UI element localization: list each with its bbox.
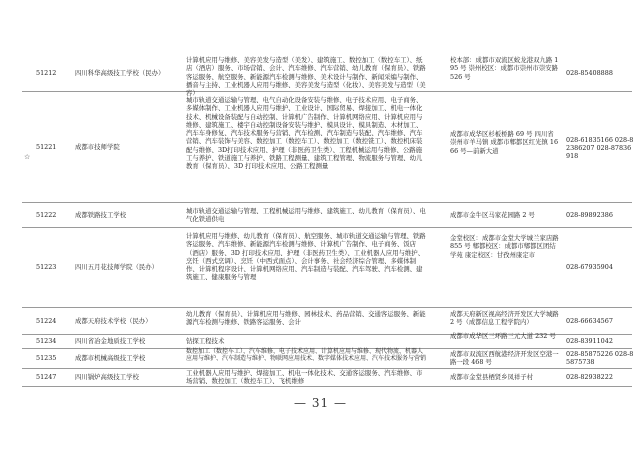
school-phone: 028-89892386	[566, 210, 613, 219]
school-address: 成都天府新区视高经济开发区大学城路 2 号（成都信息工程学院内）	[450, 310, 559, 327]
table-rule	[22, 386, 632, 387]
star-marker: ☆	[24, 153, 31, 161]
school-phone: 028-85875226 028-85875738	[566, 350, 634, 367]
school-address: 成都市双流区西航港经济开发区空港一路一段 468 号	[450, 350, 559, 367]
school-majors: 幼儿教育（保育员）、计算机应用与维修、园林技术、药品营销、交通客运服务、新能源汽车检测与维修、铁路客运服务、会计	[186, 310, 426, 327]
school-code: 51234	[36, 337, 57, 346]
school-address: 成都市金牛区马家花园路 2 号	[450, 210, 535, 219]
school-address: 金堂校区：成都市金堂大学城兰家店路 855 号 郫都校区：成都市郫都区团结学苑 康定校区：甘孜州康定市	[450, 234, 559, 259]
school-majors: 计算机应用与维修、幼儿教育（保育员）、航空服务、城市轨道交通运输与管理、铁路客运服务、汽车维修、新能源汽车检测与维修、计算机广告制作、电子商务、饭店（酒店）服务、3D 打印技术应用、护理（非医药卫生类）、工业机器人应用与维护、烹饪（西式烹调）、烹饪（中西式面点）、会计事务、社会经济综合管理、多媒体制作、计算机程序设计、计算机网络应用、汽车制造与装配、汽车驾驶、汽车检测、建筑施工、健康服务与管理	[186, 232, 426, 282]
school-majors: 工业机器人应用与维护、焊接加工、机电一体化技术、交通客运服务、汽车维修、市场营销、数控加工（数控车工）、飞机维修	[186, 369, 423, 386]
school-majors: 计算机应用与维修、美容美发与造型（美发）、建筑施工、数控加工（数控车工）、纸店（酒店）服务、市场营销、会计、汽车维修、汽车营销、幼儿教育（保育员）、铁路客运服务、航空服务、新能源汽车检测与维修、美术设计与制作、新闻采编与制作、播音与主持、工业机器人应用与维修、美容美发与造型（化妆）、美容美发与造型（美容）	[186, 56, 426, 98]
school-majors: 城市轨道交通运输与管理、工程机械运用与维修、建筑施工、幼儿教育（保育员）、电气化铁道供电	[186, 207, 426, 224]
school-name: 四川锅炉高级技工学校	[75, 373, 139, 382]
school-name: 成都铁路技工学校	[75, 210, 127, 219]
school-phone: 028-66634567	[566, 316, 613, 325]
school-address: 校本部：成都市双流区蛟龙港双九路 195 号 崇州校区：成都市崇州市崇安路 526 号	[450, 56, 559, 81]
school-code: 51247	[36, 373, 57, 382]
school-name: 四川五月花技师学院（民办）	[75, 263, 159, 272]
school-majors: 钻探工程技术	[186, 337, 225, 346]
school-code: 51223	[36, 263, 57, 272]
school-phone: 028-82938222	[566, 373, 613, 382]
school-code: 51222	[36, 210, 57, 219]
school-name: 四川科华高级技工学校（民办）	[75, 68, 165, 77]
school-address: 成都市成华区杉板桥路 69 号 四川省崇州市羊马镇 成都市郫都区红光镇 1666 号—前新大道	[450, 130, 559, 155]
school-phone: 028-83911042	[566, 337, 613, 346]
school-phone: 028-85408888	[566, 68, 613, 77]
school-majors: 城市轨道交通运输与管理、电气自动化设备安装与维修、电子技术应用、电子商务、多媒体制作、工业机器人应用与维护、工业设计、国际贸易、焊接加工、机电一体化技术、机械设备装配与自动控制、计算机广告制作、计算机网络应用、计算机应用与维修、建筑施工、楼宇自动控制设备安装与维护、模具设计、模具制造、木材加工、汽车车身修复、汽车技术服务与营销、汽车检测、汽车制造与装配、汽车维修、汽车营销、汽车装饰与美容、数控加工（数控车工）、数控加工（数控铣工）、数控机床装配与维修、3D打印技术应用、护理（非医药卫生类）、工程机械运用与维修、公路施工与养护、铁道施工与养护、铁路工程测量、建筑工程管理、物流服务与管理、幼儿教育（保育员）、3D 打印技术应用、公路工程测量	[186, 96, 423, 171]
school-code: 51221	[36, 142, 57, 151]
page-number: — 31 —	[294, 396, 347, 410]
school-name: 成都市技师学院	[75, 142, 120, 151]
school-phone: 028-67935904	[566, 263, 613, 272]
school-phone: 028-61835166 028-82386207 028-87836918	[566, 135, 634, 161]
school-majors: 数控加工（数控车工）、汽车维修、电子技术应用、计算机应用与维修、现代物流、机器人应用与维护、汽车制造与维护、物联网应用技术、数字媒体技术应用、汽车技术服务与营销	[186, 348, 427, 362]
school-code: 51235	[36, 354, 57, 363]
school-name: 四川省冶金地质技工学校	[75, 337, 146, 346]
school-name: 成都天府技术学校（民办）	[75, 316, 152, 325]
school-address: 成都市金堂县栖贤乡凤祥子村	[450, 373, 534, 382]
school-name: 成都市机械高级技工学校	[75, 354, 146, 363]
school-code: 51212	[36, 68, 57, 77]
school-code: 51224	[36, 316, 57, 325]
school-address: 成都市成华区三环路三元大道 232 号	[450, 332, 556, 340]
